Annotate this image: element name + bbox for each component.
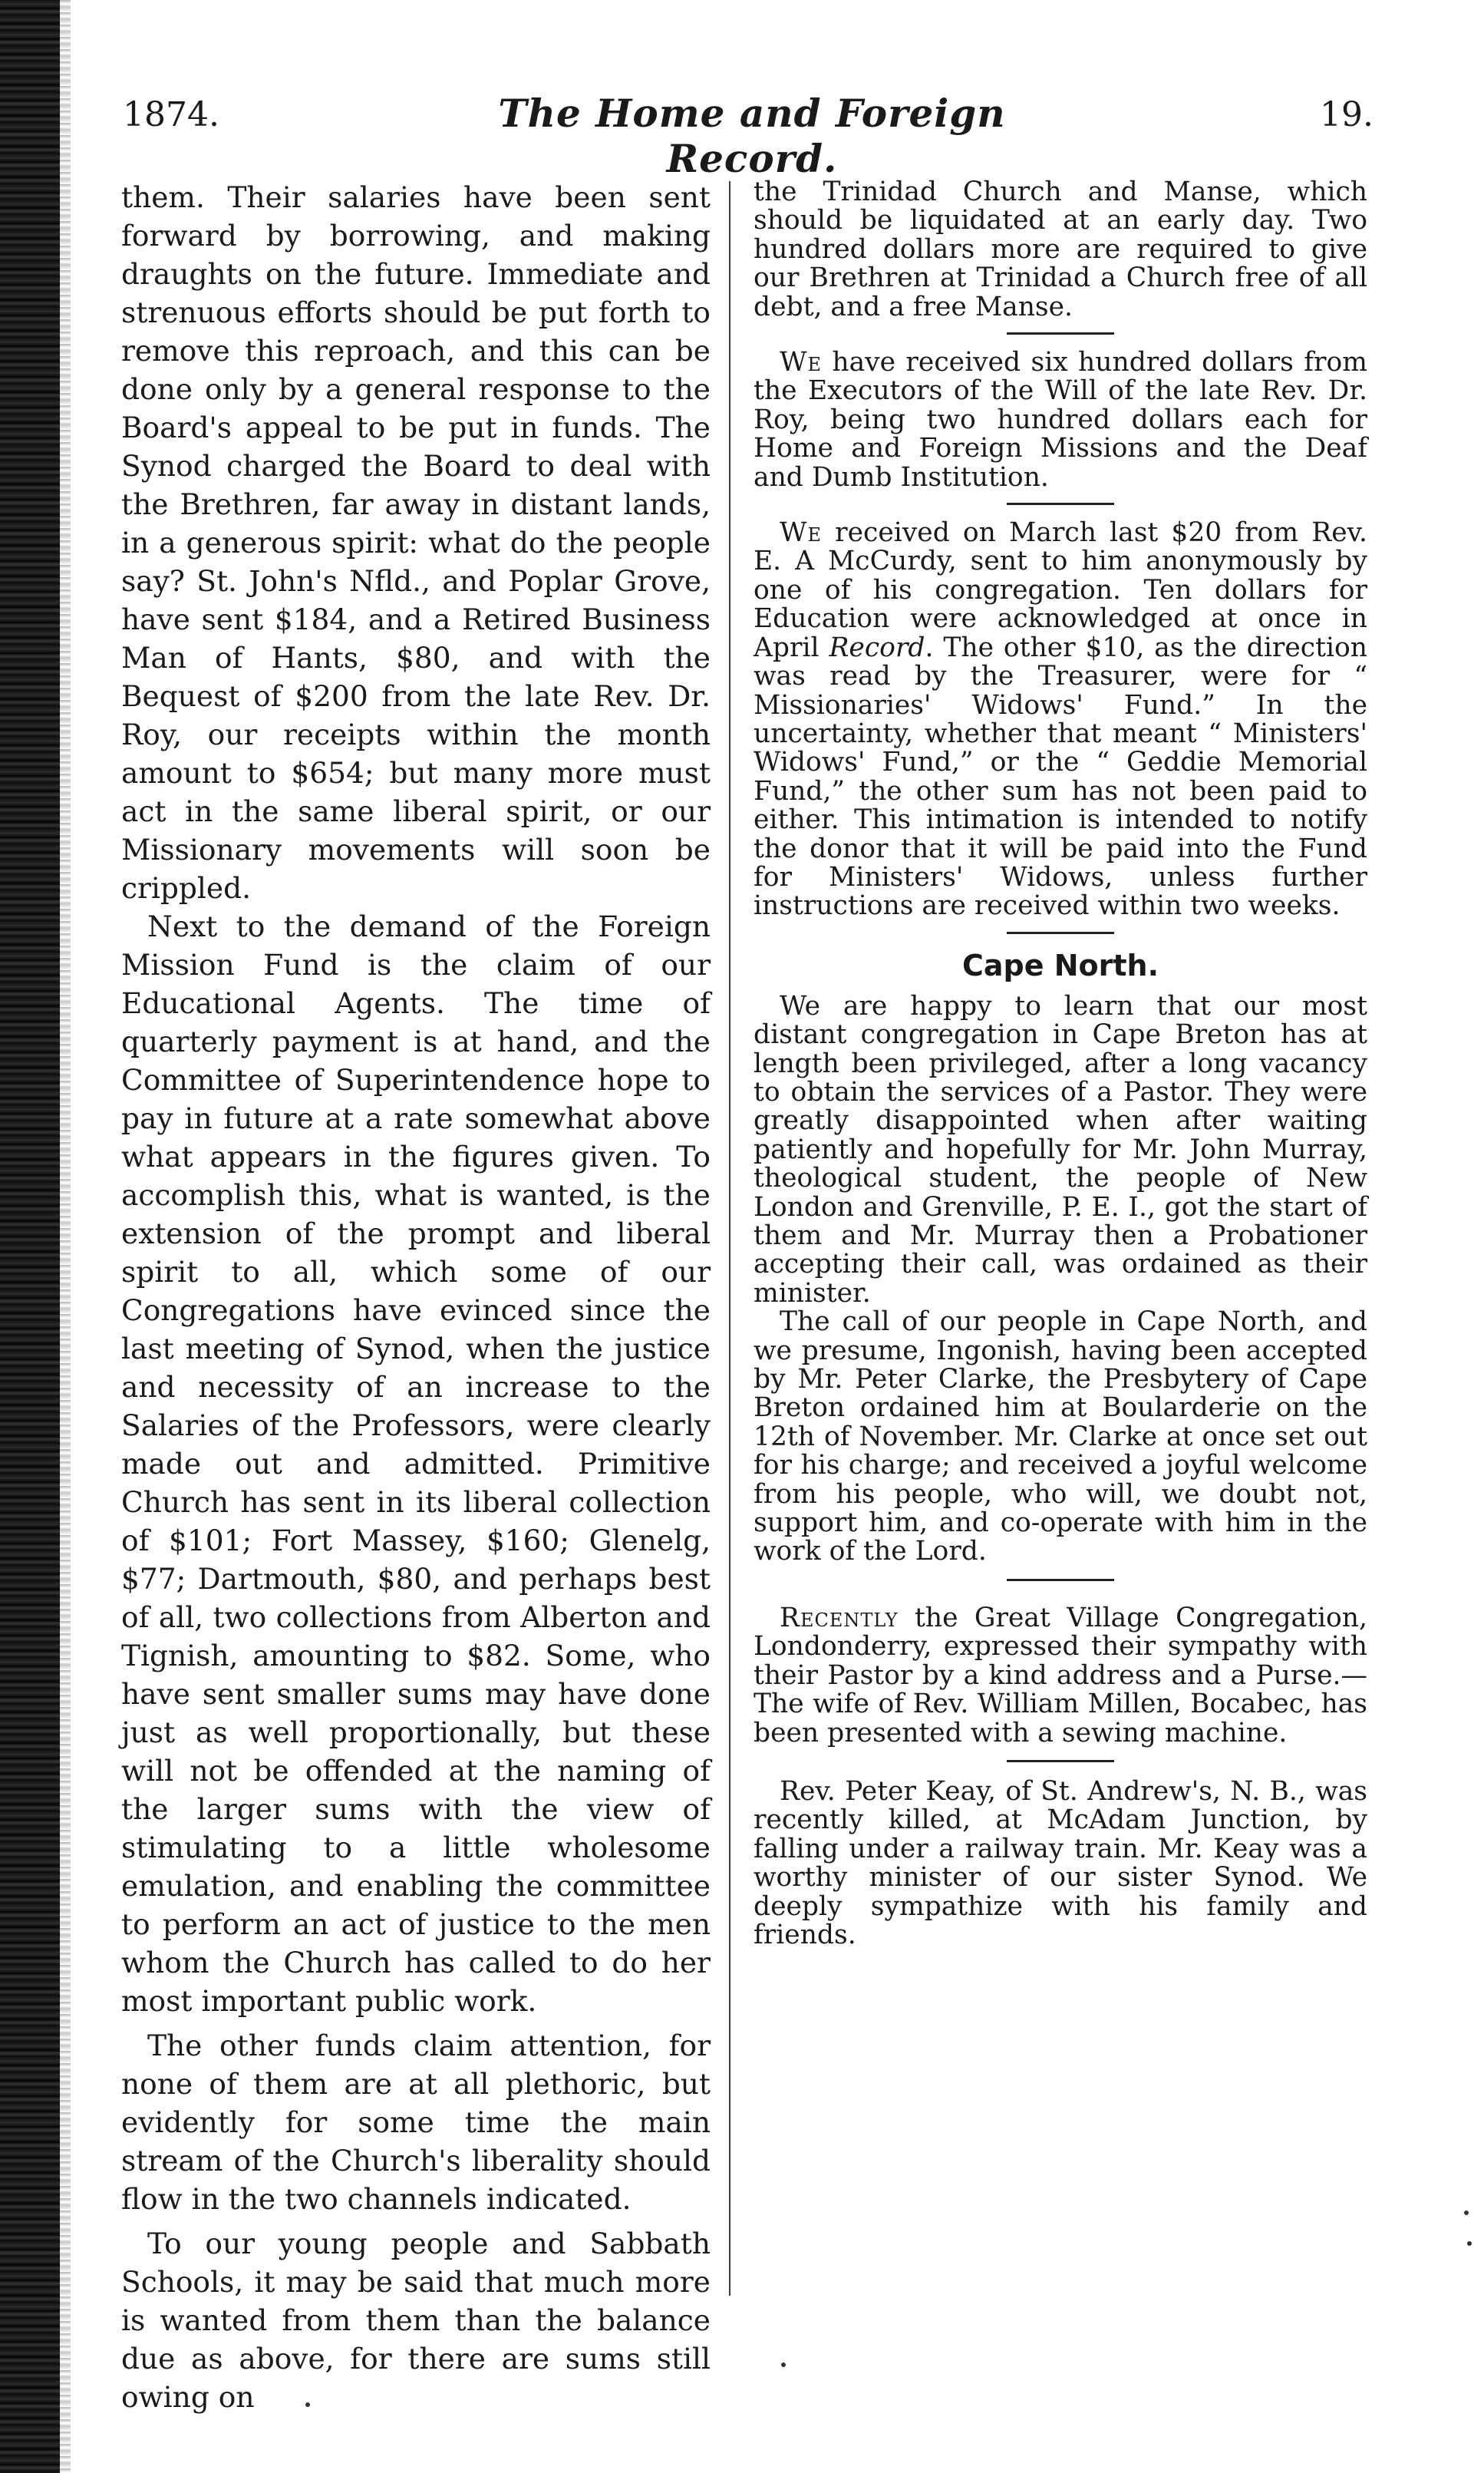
page-number: 19. xyxy=(1320,95,1374,134)
left-paragraph: To our young people and Sabbath Schools, it may be said that much more is wanted from them than the balance due as above, for there are sums still owing on xyxy=(121,2227,711,2414)
paragraph-text: . The other $10, as the direction was read by the Treasurer, were for “ Missionaries' Widows' Fund.” In the uncertainty, whether that meant “ Ministers' Widows' Fund,” or the “ Geddie Memorial Fund,” the other sum has not been paid to either. This intimation is intended to notify the donor that it will be paid into the Fund for Ministers' Widows, unless further instructions are received within two weeks. xyxy=(754,632,1367,922)
speck xyxy=(781,2362,786,2367)
header-year: 1874. xyxy=(123,95,219,134)
binding-edge xyxy=(0,0,60,2473)
paragraph-text: have received six hundred dollars from the Executors of the Will of the late Rev. Dr. Roy, being two hundred dollars each for Home and Foreign Missions and the Deaf and Dumb Institution. xyxy=(754,347,1367,493)
left-paragraph: The other funds claim attention, for none of them are at all plethoric, but evidently for some time the main stream of the Church's liberality should flow in the two channels indicated. xyxy=(121,2029,711,2216)
right-paragraph: The call of our people in Cape North, and we presume, Ingonish, having been accepted by Mr. Peter Clarke, the Presbytery of Cape Breton ordained him at Boularderie on the 12th of November. Mr. Clarke at once set out for his charge; and received a joyful welcome from his people, who will, we doubt not, support him, and co-operate with him in the work of the Lord. xyxy=(754,1306,1367,1567)
page-header xyxy=(123,91,1374,181)
paragraph-text: received on March last $20 from Rev. E. A McCurdy, sent to him anonymously by one of his congregation. Ten dollars for Education were acknowledged at once in April xyxy=(754,517,1367,663)
record-title: Record xyxy=(829,632,925,663)
lead-word: We xyxy=(780,347,822,378)
separator-rule xyxy=(1007,1579,1114,1581)
right-column xyxy=(754,178,1367,1950)
right-paragraph xyxy=(754,1604,1367,1748)
right-paragraph: We are happy to learn that our most distant congregation in Cape Breton has at length been privileged, after a long vacancy to obtain the services of a Pastor. They were greatly disappointed when after waiting patiently and hopefully for Mr. John Murray, theological student, the people of New London and Grenville, P. E. I., got the start of them and Mr. Murray then a Probationer accepting their call, was ordained as their minister. xyxy=(754,990,1367,1309)
paragraph-text: the Great Village Congregation, Londonderry, expressed their sympathy with their Pastor by a kind address and a Purse.—The wife of Rev. William Millen, Bocabec, has been presented with a sewing machine. xyxy=(754,1602,1367,1748)
right-paragraph xyxy=(754,348,1367,492)
column-divider xyxy=(729,181,730,2296)
journal-title: The Home and Foreign Record. xyxy=(498,91,1006,181)
left-paragraph: them. Their salaries have been sent forward by borrowing, and making draughts on the future. Immediate and strenuous efforts should be put forth to remove this reproach, and this can be done only by a general response to the Board's appeal to be put in funds. The Synod charged the Board to deal with the Brethren, far away in distant lands, in a generous spirit: what do the people say? St. John's Nfld., and Poplar Grove, have sent $184, and a Retired Business Man of Hants, $80, and with the Bequest of $200 from the late Rev. Dr. Roy, our receipts within the month amount to $654; but many more must act in the same liberal spirit, or our Missionary movements will soon be crippled. xyxy=(121,180,711,905)
separator-rule xyxy=(1007,1760,1114,1762)
speck xyxy=(1467,2241,1472,2246)
right-paragraph: Rev. Peter Keay, of St. Andrew's, N. B., was recently killed, at McAdam Junction, by falling under a railway train. Mr. Keay was a worthy minister of our sister Synod. We deeply sympathize with his family and friends. xyxy=(754,1775,1367,1950)
left-paragraph: Next to the demand of the Foreign Mission Fund is the claim of our Educational Agents. The time of quarterly payment is at hand, and the Committee of Superintendence hope to pay in future at a rate somewhat above what appears in the figures given. To accomplish this, what is wanted, is the extension of the prompt and liberal spirit to all, which some of our Congregations have evinced since the last meeting of Synod, when the justice and necessity of an increase to the Salaries of the Professors, were clearly made out and admitted. Primitive Church has sent in its liberal collection of $101; Fort Massey, $160; Glenelg, $77; Dartmouth, $80, and perhaps best of all, two collections from Alberton and Tignish, amounting to $82. Some, who have sent smaller sums may have done just as well proportionally, but these will not be offended at the naming of the larger sums with the view of stimulating to a little wholesome emulation, and enabling the committee to perform an act of justice to the men whom the Church has called to do her most important public work. xyxy=(121,910,711,2018)
left-column xyxy=(121,178,711,2416)
speck xyxy=(305,2402,310,2407)
speck xyxy=(1464,2211,1469,2215)
right-paragraph xyxy=(754,519,1367,921)
separator-rule xyxy=(1007,332,1114,335)
right-paragraph: the Trinidad Church and Manse, which should be liquidated at an early day. Two hundred dollars more are required to give our Brethren at Trinidad a Church free of all debt, and a free Manse. xyxy=(754,177,1367,322)
lead-word: We xyxy=(780,517,822,549)
separator-rule xyxy=(1007,503,1114,505)
section-heading: Cape North. xyxy=(961,948,1159,982)
separator-rule xyxy=(1007,932,1114,934)
lead-word: Recently xyxy=(780,1602,899,1633)
